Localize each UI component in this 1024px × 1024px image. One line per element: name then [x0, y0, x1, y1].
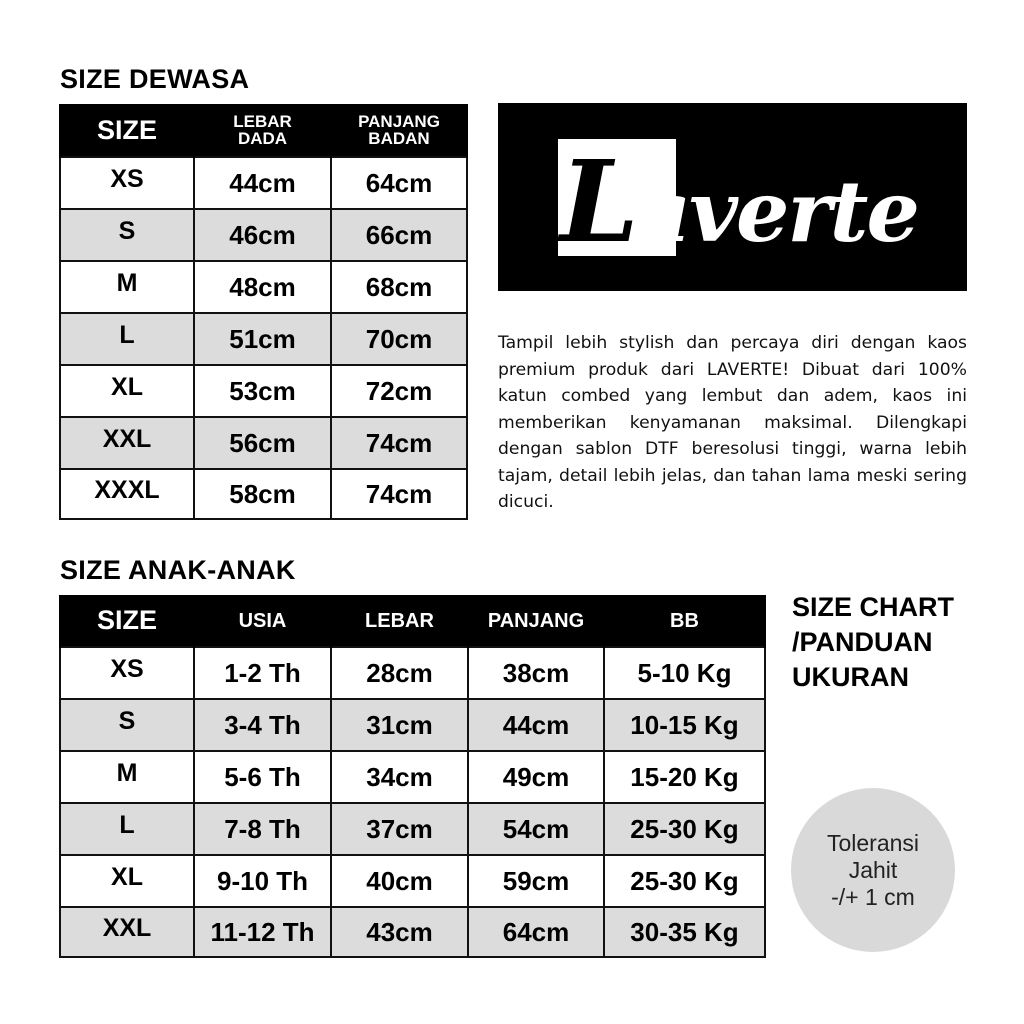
adult-panjang-cell: 70cm [331, 313, 467, 365]
adult-size-cell: XS [60, 157, 194, 209]
adult-header-lebar-dada: LEBAR DADA [194, 104, 331, 157]
adult-lebar-cell: 56cm [194, 417, 331, 469]
kids-panjang-cell: 44cm [468, 699, 604, 751]
kids-size-cell: L [60, 803, 194, 855]
kids-header-panjang: PANJANG [468, 595, 604, 647]
kids-panjang-cell: 38cm [468, 647, 604, 699]
kids-bb-cell: 25-30 Kg [604, 855, 765, 907]
adult-panjang-cell: 64cm [331, 157, 467, 209]
kids-size-cell: M [60, 751, 194, 803]
kids-header-size: SIZE [60, 595, 194, 647]
kids-usia-cell: 9-10 Th [194, 855, 331, 907]
kids-row [60, 647, 765, 699]
kids-lebar-cell: 31cm [331, 699, 468, 751]
tolerance-text: Toleransi Jahit -/+ 1 cm [826, 829, 920, 910]
adult-lebar-cell: 53cm [194, 365, 331, 417]
adult-size-cell: S [60, 209, 194, 261]
kids-usia-cell: 5-6 Th [194, 751, 331, 803]
kids-bb-cell: 15-20 Kg [604, 751, 765, 803]
kids-row [60, 907, 765, 957]
kids-bb-cell: 5-10 Kg [604, 647, 765, 699]
adult-lebar-cell: 46cm [194, 209, 331, 261]
kids-header-lebar: LEBAR [331, 595, 468, 647]
adult-row [60, 261, 467, 313]
adult-row [60, 417, 467, 469]
kids-lebar-cell: 34cm [331, 751, 468, 803]
adult-size-cell: XXL [60, 417, 194, 469]
adult-panjang-cell: 68cm [331, 261, 467, 313]
adult-header-panjang-badan: PANJANG BADAN [331, 104, 467, 157]
kids-panjang-cell: 59cm [468, 855, 604, 907]
kids-usia-cell: 7-8 Th [194, 803, 331, 855]
kids-usia-cell: 1-2 Th [194, 647, 331, 699]
adult-lebar-cell: 48cm [194, 261, 331, 313]
adult-row [60, 469, 467, 519]
adult-size-cell: XL [60, 365, 194, 417]
adult-panjang-cell: 72cm [331, 365, 467, 417]
kids-bb-cell: 10-15 Kg [604, 699, 765, 751]
adult-header-size: SIZE [60, 104, 194, 157]
kids-lebar-cell: 28cm [331, 647, 468, 699]
size-chart-title: SIZE CHART /PANDUAN UKURAN [792, 592, 954, 692]
kids-header-bb: BB [604, 595, 765, 647]
adult-panjang-cell: 74cm [331, 469, 467, 519]
adult-row [60, 313, 467, 365]
kids-size-cell: XL [60, 855, 194, 907]
adult-size-cell: M [60, 261, 194, 313]
logo-rest: averte [636, 162, 918, 261]
kids-usia-cell: 11-12 Th [194, 907, 331, 957]
kids-bb-cell: 25-30 Kg [604, 803, 765, 855]
kids-lebar-cell: 37cm [331, 803, 468, 855]
kids-header-row [60, 595, 765, 647]
adult-row [60, 157, 467, 209]
kids-bb-cell: 30-35 Kg [604, 907, 765, 957]
adult-size-cell: XXXL [60, 469, 194, 519]
kids-row [60, 751, 765, 803]
kids-panjang-cell: 49cm [468, 751, 604, 803]
kids-size-cell: XS [60, 647, 194, 699]
adult-row [60, 209, 467, 261]
kids-lebar-cell: 43cm [331, 907, 468, 957]
adult-panjang-cell: 74cm [331, 417, 467, 469]
kids-panjang-cell: 54cm [468, 803, 604, 855]
kids-size-table [59, 595, 766, 958]
adult-header-row [60, 104, 467, 157]
adult-lebar-cell: 44cm [194, 157, 331, 209]
kids-size-heading: SIZE ANAK-ANAK [60, 555, 296, 585]
adult-size-cell: L [60, 313, 194, 365]
product-description: Tampil lebih stylish dan percaya diri dengan kaos premium produk dari LAVERTE! Dibuat dari 100% katun combed yang lembut dan adem, kaos ini memberikan kenyamanan maksimal. Dilengkapi dengan sablon DTF beresolusi tinggi, warna lebih tajam, detail lebih jelas, dan tahan lama meski sering dicuci. [498, 333, 967, 512]
kids-panjang-cell: 64cm [468, 907, 604, 957]
adult-panjang-cell: 66cm [331, 209, 467, 261]
adult-lebar-cell: 51cm [194, 313, 331, 365]
tolerance-badge [791, 788, 955, 952]
kids-lebar-cell: 40cm [331, 855, 468, 907]
adult-size-table [59, 104, 468, 520]
adult-lebar-cell: 58cm [194, 469, 331, 519]
kids-row [60, 803, 765, 855]
kids-row [60, 699, 765, 751]
kids-size-cell: XXL [60, 907, 194, 957]
kids-size-cell: S [60, 699, 194, 751]
brand-logo [560, 137, 918, 268]
adult-size-heading: SIZE DEWASA [60, 64, 250, 94]
adult-row [60, 365, 467, 417]
brand-logo-banner [498, 103, 967, 291]
kids-header-usia: USIA [194, 595, 331, 647]
kids-usia-cell: 3-4 Th [194, 699, 331, 751]
kids-row [60, 855, 765, 907]
logo-initial: L [560, 137, 637, 268]
